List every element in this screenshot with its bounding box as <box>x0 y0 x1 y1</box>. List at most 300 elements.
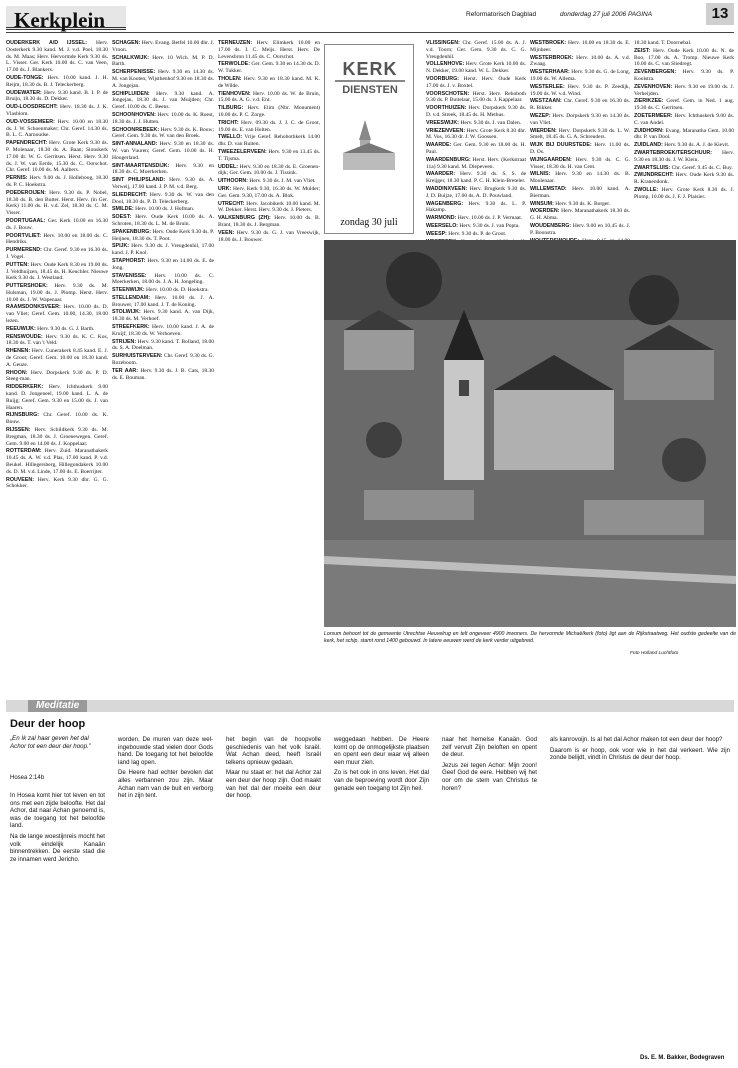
listing-services: Herst. Herv. Oude Kerk 17.00 ds. J. v. Boxtel. <box>426 75 526 89</box>
listing-entry <box>218 149 320 163</box>
header-rule <box>6 32 734 33</box>
meditatie-column-1 <box>10 792 105 866</box>
listing-entry <box>112 273 214 287</box>
listing-entry <box>6 370 108 384</box>
listing-entry <box>634 150 734 164</box>
meditatie-column-5 <box>442 736 537 795</box>
listing-services: Herv. 9.30 ds. K. Bouw; Geref. Gem. 9.30 ds. W. van den Broek. <box>112 126 215 140</box>
listing-place: ZEIST: <box>634 47 651 54</box>
listing-entry <box>530 208 630 222</box>
listing-entry <box>112 353 214 367</box>
listing-entry <box>634 142 734 149</box>
listing-place: WOUDENBERG: <box>530 222 572 229</box>
listing-entry <box>112 368 214 382</box>
listing-entry <box>218 201 320 215</box>
listing-column-3 <box>218 40 320 692</box>
listing-services: Herst. Herv. Rehoboth 9.30 ds. P. Buitelaar, 15.00 ds. J. Kappelaar. <box>426 90 526 104</box>
aerial-photo-illustration <box>324 240 736 627</box>
listing-services: Herv. 9.30 ds. J. van Popta. <box>459 222 520 229</box>
listing-entry <box>634 128 734 142</box>
listing-place: SINT-ANNALAND: <box>112 141 158 148</box>
meditatie-title: Deur der hoop <box>10 718 86 730</box>
listing-services: Herv. Dorpskerk 9.30 ds. D. v.d. Streek, 18.45 ds. H. Methus. <box>426 105 526 118</box>
listing-place: PUTTERSHOEK: <box>6 283 48 290</box>
listing-place: VRIEZENVEEN: <box>426 127 466 134</box>
meditatie-paragraph: Na de lange woestijnreis mocht het volk eindelijk Kanaän binnentrekken. De eerste stad die ze innamen werd Jericho. <box>10 832 105 863</box>
listing-services: Herv. 9.30 ds. P. de Groot. <box>448 230 507 237</box>
listing-place: REEUWIJK: <box>6 325 36 332</box>
listing-entry <box>530 55 630 69</box>
listing-entry <box>426 186 526 200</box>
listing-place: WAARDENBURG: <box>426 156 471 163</box>
listing-services: Herv. 9.30 en 13.45 ds. T. Tijsma. <box>218 148 320 162</box>
listing-services: Herv. 10.00 ds. D. van Vliet; Geref. Gem. 10.00, 14.30, 18.00 lezen. <box>6 304 108 325</box>
listing-place: TIENHOVEN: <box>218 90 251 97</box>
listing-services: Herv. Grote Kerk 8.30 dhr. M. Vos, 16.30 dr. J. W. Goossen. <box>426 127 527 141</box>
listing-services: Herv. 10.00 en 18.30 ds. J. W. Schoenmaker; Chr. Geref. 14.30 ds. B. L. C. Aarnoudse. <box>6 118 108 139</box>
listing-place: TWELLO: <box>218 134 243 141</box>
listing-entry <box>6 326 108 333</box>
listing-place: WAARDER: <box>426 171 456 178</box>
listing-services: Herv. 9.30 ds. P. Zeedijk, 19.00 ds. W. v.d. Wind. <box>530 83 631 97</box>
listing-entry <box>426 105 526 119</box>
listing-entry <box>426 157 526 171</box>
listing-entry <box>218 40 320 60</box>
listing-place: STEENWIJK: <box>112 287 145 294</box>
listing-place: TWEEZELERVEEN: <box>218 148 267 155</box>
listing-entry <box>112 243 214 257</box>
listing-services: Herv. 9.30 ds. S. S. de Kreijger, 18.30 kand. P. C. H. Klein-Breteler. <box>426 171 527 185</box>
listing-entry <box>6 218 108 232</box>
listing-place: TILBURG: <box>218 105 244 112</box>
listing-services: Herv. Oude Kerk 10.00 ds. A. Schroten, 18.30 ds. L. M. de Bruin. <box>112 214 214 227</box>
listing-entry <box>634 40 734 47</box>
listing-place: SCHIPLUIDEN: <box>112 90 150 97</box>
listing-services: Herv. Ichthuskerk 9.00 ds. C. van Andel. <box>634 112 734 126</box>
listing-entry <box>426 76 526 90</box>
listing-entry <box>426 61 526 75</box>
listing-entry <box>634 84 734 98</box>
meditatie-paragraph: Zo is het ook in ons leven. Het dal van de beproeving wordt door Zijn genade een toegang tot Zijn heil. <box>334 769 429 792</box>
listing-place: ZWOLLE: <box>634 186 659 193</box>
listing-place: STAVENISSE: <box>112 272 147 279</box>
listing-services: Herv. 10.00 ds. W. de Bruin, 15.00 ds. A. G. v.d. Ent. <box>218 90 321 104</box>
listing-services: Herv. 9.30 ds. A. Verweij, 17.00 kand. J. P. M. v.d. Berg. <box>112 177 214 190</box>
listing-entry <box>426 40 526 60</box>
listing-entry <box>218 76 320 90</box>
page-number: 13 <box>706 3 734 25</box>
listing-entry <box>112 258 214 272</box>
listing-services: Herv. 9.00 ds. J. Holleboog, 18.30 ds. P. C. Hoekstra. <box>6 175 109 188</box>
listing-place: SPAKENBURG: <box>112 228 152 235</box>
listing-entry <box>634 48 734 68</box>
listing-entry <box>6 304 108 324</box>
listing-services: Evang. Maranatha Gem. 10.00 dhr. P. van Dool. <box>634 127 735 141</box>
listing-place: OUDERKERK A/D IJSSEL: <box>6 40 88 46</box>
listing-place: RIJSSEN: <box>6 427 31 434</box>
listing-entry <box>426 120 526 127</box>
listing-place: VOLLENHOVE: <box>426 61 465 68</box>
listing-entry <box>6 40 108 74</box>
listing-place: OUD-LOOSDRECHT: <box>6 104 58 111</box>
listing-entry <box>6 140 108 174</box>
listing-services: Herv. 9.30 kand. B. I. P. de Bruijn, 18.30 ds. D. Dekker. <box>6 89 108 103</box>
listing-place: WILNIS: <box>530 171 551 178</box>
listing-entry <box>6 233 108 247</box>
kerkdiensten-header <box>324 44 414 234</box>
listing-place: SPIJK: <box>112 243 130 250</box>
meditatie-paragraph: In Hosea komt hier tot leven en tot ons met een zijde beloofte. Het dal Achor, dat naar Achan genoemd is, was de toegang tot het beloofde land. <box>10 792 105 830</box>
listing-services: Herv. Oude Kerk 9.30 ds. P. Heijnen, 18.30 ds. T. Poot. <box>112 228 214 242</box>
listing-entry <box>6 262 108 282</box>
listing-entry <box>112 287 214 294</box>
listing-services: Herv. 9.30 kand. A. van Dijk, 18.30 ds. M. Verhoef. <box>112 309 215 323</box>
listing-place: WEZEP: <box>530 112 551 119</box>
meditatie-paragraph: worden. De muren van deze wel-ingebouwde stad vielen door Gods hand. De toegang tot het beloofde land lag open. <box>118 736 213 766</box>
listing-entry <box>6 477 108 491</box>
listing-entry <box>426 201 526 215</box>
listing-services: Herv. Dorpskerk 9.30 en 14.30 ds. van Vliet. <box>530 112 631 126</box>
listing-place: ROTTERDAM: <box>6 448 42 455</box>
listing-entry <box>530 142 630 156</box>
listing-place: SURHUISTERVEEN: <box>112 353 163 360</box>
listing-entry <box>634 172 734 186</box>
listing-entry <box>634 165 734 172</box>
listing-place: OUD-VOSSEMEER: <box>6 118 55 125</box>
listing-services: Herv. Brugkerk 9.30 ds. J. D. Buijze, 17.00 ds. A. D. Pouwland. <box>426 185 526 199</box>
listing-services: Herv. 9.30 ds. L. P. Hakamp. <box>426 200 526 214</box>
listing-place: STELLENDAM: <box>112 294 150 301</box>
listing-place: VOORSCHOTEN: <box>426 90 470 97</box>
listing-entry <box>530 40 630 54</box>
photo-caption: Lorsum behoort tot de gemeente Utrechtse Heuvelrug en telt ongeveer 4900 inwoners. De hervormde Michaëlkerk (foto) ligt aan de Rijkstraatweg. Het oudste gedeelte van de kerk, het schip, stamt rond 1400 gebouwd. In latere eeuwen werd de kerk verder uitgebreid. <box>324 631 736 644</box>
listing-entry <box>218 215 320 229</box>
listing-entry <box>426 128 526 142</box>
listing-place: STRIJEN: <box>112 338 137 345</box>
church-aerial-photo <box>324 240 736 627</box>
listing-entry <box>634 69 734 83</box>
listing-services: Herv. 9.00 en 10.45 ds. J. P. Boonstra. <box>530 222 631 236</box>
listing-services: Herv. 9.30 en 14.30 ds. B. Moolenaar. <box>530 171 631 185</box>
listing-services: Herv. 10.00 ds. C. Moerkerken, 18.00 ds. J. A. H. Jongeling. <box>112 272 214 286</box>
listing-services: Herv. Zuid. Maranathakerk 10.45 ds. A. W. v.d. Plas, 17.00 kand. P. v.d. Beukel. Hillegersberg, Hillegondakerk 10.00 ds. D. M. v.d. Linde, 17.00 ds. E. Boerrijter. <box>6 448 108 475</box>
listing-services: Herv. 10.00 ds. J. Hofman. <box>135 206 195 213</box>
listing-services: Herv. 9.30 ds. A. J. de Kievit. <box>664 142 730 149</box>
section-title-bar <box>6 6 126 30</box>
listing-services: Herv. 9.30 ds. J. M. van Vliet. <box>249 178 316 185</box>
listing-services: Herv. Oude Kerk 10.00 ds. N. de Boo, 17.00 ds. A. Tromp. Nieuwe Kerk 10.00 ds. C. van Sliedregt. <box>634 47 735 68</box>
listing-services: Herv. Schildkerk 9.30 ds. M. Bregman, 18.30 ds. J. Groenewegen. Geref. Gem. 9.00 en 14.00 ds. J. Koppelaar. <box>6 427 109 447</box>
listing-entry <box>6 119 108 139</box>
listing-place: WAGENBERG: <box>426 200 464 207</box>
listing-services: Herv. 9.30 ds. G. J. van Vreeswijk, 18.00 ds. J. Bouwer. <box>218 229 321 243</box>
listing-entry <box>530 186 630 200</box>
listing-entry <box>112 177 214 191</box>
listing-place: THOLEN: <box>218 75 242 82</box>
listing-place: ZIERIKZEE: <box>634 98 664 105</box>
listing-place: STAPHORST: <box>112 257 146 264</box>
listing-services: Herv. 9.30 en 18.30 ds. W. van Vuuren; Geref. Gem. 10.00 ds. H. Hoogerland. <box>112 141 214 161</box>
listing-place: WESTERHAAR: <box>530 69 570 76</box>
listing-services: Herv. 09.30 ds. J. J. C. de Groot, 19.00 ds. E. van Holten. <box>218 119 321 133</box>
listing-place: WEERSELO: <box>426 222 459 229</box>
listing-place: UTRECHT: <box>218 200 245 207</box>
listing-place: WADDINXVEEN: <box>426 185 468 192</box>
listing-place: UITHOORN: <box>218 178 249 185</box>
listing-services: Herv. 9.30 ds. C. G. Visser, 18.30 ds. H. van Cent. <box>530 156 630 170</box>
meditatie-paragraph: De Heere had echter bevolen dat alles verbannen zou zijn. Maar Achan nam van de buit en verborg het in zijn tent. <box>118 769 213 800</box>
listing-place: UDDEL: <box>218 163 239 170</box>
listing-entry <box>218 61 320 75</box>
listing-services: Herv. Oude Kerk 9.30 ds. R. Kranendonk. <box>634 172 734 186</box>
listing-place: SOEST: <box>112 214 132 221</box>
listing-services: Herv. 9.30 ds. J. van Dalen. <box>460 119 522 126</box>
listing-place: SCHERPENISSE: <box>112 69 156 76</box>
listing-place: WAARDE: <box>426 142 452 149</box>
listing-entry <box>112 40 214 54</box>
listing-entry <box>112 206 214 213</box>
meditatie-column-4 <box>334 736 429 795</box>
listing-services: Herv. Elimkerk 10.00 en 17.00 ds. J. C. Meijs. Herst. Herv. De Levensbron 11.45 ds. C. Oorschot. <box>218 40 320 60</box>
listing-services: Herv. 9.30 en 18.30 ds. C. Moerkerken. <box>112 162 214 176</box>
section-title: Kerkplein <box>14 8 106 32</box>
listing-entry <box>6 348 108 368</box>
listing-services: Herv. 11.00 ds. D. Os. <box>530 142 631 155</box>
listing-place: RIDDERKERK: <box>6 384 44 391</box>
listing-services: Chr. Geref. 9.30 ds. G. Rozeboom. <box>112 353 215 367</box>
listing-services: Herv. 9.30 en 18.30 ds. E. Groenen-dijk; Ger. Gem. 10.00 ds. J. Tissink. <box>218 163 320 177</box>
listing-entry <box>6 283 108 303</box>
listing-place: WOERDEN: <box>530 208 560 215</box>
listing-services: Herv. Dorpskerk 9.30 ds. P. D. Steeg-man. <box>6 369 108 383</box>
listing-place: VOORBURG: <box>426 75 459 82</box>
listing-place: STOLWIJK: <box>112 309 141 316</box>
meditatie-paragraph: het begin van de hoopvolle geschiedenis van het volk Israël. Wat Achan deed, heeft Israël telkens opnieuw gedaan. <box>226 736 321 766</box>
meditatie-column-2 <box>118 736 213 803</box>
listing-place: ZEVENBERGEN: <box>634 69 677 76</box>
listing-services: Herv. 9.30 ds. K. Borger. <box>555 200 611 207</box>
listing-entry <box>218 120 320 134</box>
listing-entry <box>6 190 108 217</box>
listing-place: OUDE-TONGE: <box>6 74 44 81</box>
listing-place: PUTTEN: <box>6 261 29 268</box>
listing-entry <box>530 223 630 237</box>
listing-services: Herv. Evang. Betfel 10.00 dhr. J. Vroon. <box>112 40 215 53</box>
listing-services: Herv. Grote Kerk 10.00 ds. N. Dekker, 19.00 kand. W. L. Dekker. <box>426 61 527 75</box>
listing-entry <box>112 324 214 338</box>
listing-place: ZWARTSLUIS: <box>634 164 671 171</box>
listing-place: WESTBROEK: <box>530 40 567 46</box>
listing-entry <box>112 309 214 323</box>
listing-place: SCHOONREBEEK: <box>112 126 160 133</box>
listing-entry <box>426 231 526 238</box>
listing-entry <box>530 98 630 112</box>
listing-entry <box>6 90 108 104</box>
listing-services: Herv. Ichthuskerk 9.00 kand. D. Jongeneel, 19.00 kand. L. A. de Ruijg; Geref. Gem. 9.30 en 15.00 ds. J. van Haaren. <box>6 384 108 411</box>
listing-place: SMILDE: <box>112 206 134 213</box>
listing-place: RIJNSBURG: <box>6 412 39 419</box>
listing-place: RHENEN: <box>6 348 31 355</box>
listing-place: ZUIDHORN: <box>634 127 664 134</box>
listing-entry <box>218 186 320 200</box>
listing-entry <box>530 84 630 98</box>
listing-place: VREESWIJK: <box>426 119 459 126</box>
listing-services: Herv. 9.30 en 18.30 ds. J. W. Klein. <box>634 149 734 163</box>
listing-services: Chr. Geref. 9.45 ds. C. Buy. <box>671 164 733 171</box>
listing-entry <box>112 295 214 309</box>
listing-entry <box>112 127 214 141</box>
listing-place: URK: <box>218 185 232 192</box>
listing-services: Chr. Geref. 15.00 ds. A. J. v.d. Toorn; Ger. Gem. 9.30 ds. C. G. Vreugdenhil. <box>426 40 526 60</box>
listing-services: Herv. Grote Kerk 9.30 ds. P. Molenaar, 18.30 ds. A. Baan; Sionskerk 17.00 dr. W. G. Gerritsen. Herst. Herv. 9.30 ds. J. W. van Eerde, 15.30 ds. C. Oorschot. Chr. Geref. 10.00 ds. M. Aalbers. <box>6 140 109 174</box>
listing-entry <box>6 75 108 89</box>
service-date: zondag 30 juli <box>340 217 398 228</box>
listing-place: WIERDEN: <box>530 127 557 134</box>
listing-services: Vrije Geref. Rehobothkerk 14.00 dhr. D. van Ruiten. <box>218 134 320 148</box>
issue-date: donderdag 27 juli 2006 PAGINA <box>560 11 653 18</box>
listing-services: Herv. 10.00 kand. J. A. de Kruijf, 18.30 ds. W. Verhoeven. <box>112 324 214 337</box>
kerkdiensten-logo <box>335 59 405 96</box>
listing-entry <box>112 214 214 228</box>
listing-entry <box>112 55 214 69</box>
listing-place: TERWOLDE: <box>218 61 250 68</box>
listing-place: ROUVEEN: <box>6 476 34 483</box>
listing-services: Herv. 10.00 kand. J. H. Reijm, 18.30 ds. B. J. Teleckerberg. <box>6 74 108 88</box>
listing-column-2 <box>112 40 214 692</box>
listing-services: Chr. Geref. 9.30 en 16.30 ds. J. Vogel. <box>6 247 109 260</box>
listing-services: Herv. 10.00 ds. A. v.d. Zwaag. <box>530 54 631 68</box>
listing-services: Herv. 9.30 en 18.30 kand. M. K. de Wilde. <box>218 75 321 89</box>
listing-place: STREEFKERK: <box>112 324 150 331</box>
listing-services: Herv. 10.00 ds. J. P. Vermaat. <box>457 215 523 222</box>
listing-place: WARMOND: <box>426 215 457 222</box>
listing-place: RHOON: <box>6 369 28 376</box>
listing-place: OUDEWATER: <box>6 89 42 96</box>
listing-services: Herv. 9.30 en 14.30 ds. M. van Kooten; Wijsthenhof 9.30 en 18.30 ds. A. Jongejan. <box>112 69 214 89</box>
listing-column-6 <box>634 40 734 236</box>
listing-place: SCHAGEN: <box>112 40 141 46</box>
listing-services: Ger. Gem. 9.30 en 14.30 ds. D. W. Tukker. <box>218 61 321 75</box>
listing-entry <box>112 229 214 243</box>
listing-place: ZEVENHOVEN: <box>634 83 673 90</box>
listing-entry <box>218 105 320 119</box>
meditatie-author: Ds. E. M. Bakker, Bodegraven <box>640 1055 725 1061</box>
listing-place: ZOETERMEER: <box>634 112 673 119</box>
listing-services: Herv. 10.00 en 18.00 ds. C. Hendriks. <box>6 232 109 246</box>
listing-place: WIJK BIJ DUURSTEDE: <box>530 142 592 149</box>
listing-services: Herv. 9.30 kand. A. Jongejan, 18.30 ds. J. van Muijden; Chr. Geref. 10.00 ds. C. Beens. <box>112 90 215 111</box>
listing-place: ZWARTEBROEK/TERSCHUUR: <box>634 149 712 156</box>
listing-place: VALKENBURG (ZH): <box>218 215 271 222</box>
listing-services: Herv. Oude Kerk 8.30 en 19.00 ds. J. Veldhuijzen, 18.45 ds. H. Keuchler. Nieuwe Kerk 9.30 ds. J. Westland. <box>6 261 108 282</box>
listing-entry <box>426 142 526 156</box>
listing-place: WESTERBROEK: <box>530 54 574 61</box>
listing-services: Ger. Kerk 10.00 en 16.30 ds. J. Bouw. <box>6 217 108 231</box>
listing-services: Herv. 10.00 ds. D. Hoekstra. <box>146 287 209 294</box>
listing-place: SCHOONHOVEN: <box>112 111 156 118</box>
listing-entry <box>530 69 630 83</box>
meditatie-paragraph: weggedaan hebben. De Heere komt op de onmogelijkste plaatsen en opent een deur waar wij alleen een muur zien. <box>334 736 429 766</box>
listing-services: Herv. 10.00 en 18.30 ds. E. Mijnheer. <box>530 40 630 53</box>
listing-services: Herv. 9.30 ds. M. Hulsman, 19.00 ds. J. Plomp. Herst. Herv. 10.00 ds. J. W. Wapenaar. <box>6 283 109 303</box>
listing-place: WESTZAAN: <box>530 98 562 105</box>
meditatie-paragraph: Daarom is er hoop, ook voor wie in het dal verkeert. Wie zijn zonde belijdt, vindt in Christus de deur der hoop. <box>550 746 730 762</box>
listing-place: PERNIS: <box>6 175 28 182</box>
listing-entry <box>218 178 320 185</box>
listing-services: Herv. Dorpskerk 9.30 ds. L. W. Smelt, 18.45 ds. G. A. Schreuders. <box>530 127 630 141</box>
listing-services: Herv. 9.30 ds. P. Nobel, 18.30 ds. B. den Butter. Herst. Herv. (in Ger. Kerk) 11.00 ds. H. v.d. Zel, 18.30 ds. C. M. Visser. <box>6 189 109 217</box>
listing-entry <box>218 134 320 148</box>
listing-place: WIJNGAARDEN: <box>530 156 572 163</box>
listing-entry <box>530 201 630 208</box>
church-sketch-icon <box>325 115 413 185</box>
listing-services: Herv. Oosterkerk 9.30 kand. M. J. v.d. Poel, 18.30 ds. M. Maas; Herv. Hervormde Kerk 9.30 ds. L. Visser. Ger. Kerk 10.00 ds. C. van Veen, 17.00 ds. J. Blankers. <box>6 40 108 74</box>
listing-services: Herv. 9.30 ds. G. de Long, 19.00 ds. W. Allema. <box>530 69 631 82</box>
listing-place: PURMEREND: <box>6 247 42 254</box>
listing-services: Herv. 10.00 kand. A. Bierman. <box>530 185 630 199</box>
listing-entry <box>112 69 214 89</box>
listing-entry <box>426 223 526 230</box>
listing-place: PAPENDRECHT: <box>6 140 48 147</box>
listing-entry <box>6 384 108 411</box>
listing-services: Herv. 10.00 ds. B. Brant, 18.30 ds. J. Bergman. <box>218 215 320 228</box>
listing-entry <box>530 128 630 142</box>
listing-services: Herst. Herv. (Kerkstraat 11a) 9.30 kand. M. Diepeveen. <box>426 156 527 170</box>
meditatie-column-3 <box>226 736 321 803</box>
listing-place: RENSWOUDE: <box>6 333 43 340</box>
listing-entry <box>530 157 630 171</box>
listing-entry <box>426 215 526 222</box>
listing-entry <box>634 98 734 112</box>
listing-place: WILLEMSTAD: <box>530 185 567 192</box>
listing-services: Herv. 9.30 ds. J. Vreugdenhil, 17.00 kand. J. P. Knol. <box>112 243 215 257</box>
listing-entry <box>6 247 108 261</box>
listing-services: Ger. Gem. 9.30 en 18.00 ds. H. Paul. <box>426 142 527 155</box>
listing-entry <box>634 113 734 127</box>
listing-entry <box>530 171 630 185</box>
logo-word-diensten: DIENSTEN <box>342 84 398 96</box>
listing-place: SINT-MAARTENSDIJK: <box>112 162 170 169</box>
listing-entry <box>112 192 214 206</box>
listing-entry <box>6 448 108 475</box>
listing-entry <box>426 91 526 105</box>
listing-entry <box>112 91 214 111</box>
listing-column-5 <box>530 40 630 236</box>
meditatie-paragraph: Maar nu staat er: het dal Achor zal een deur der hoop zijn. God maakt van het dal der moeite een deur der hoop. <box>226 769 321 800</box>
listing-services: Herv. 9.30 ds. G. J. Barth. <box>37 325 95 332</box>
listing-place: VEEN: <box>218 229 235 236</box>
listing-services: Geref. Gem. in Ned. 1 aug. 19.30 ds. C. Gerritsen. <box>634 98 734 112</box>
meditatie-bible-reference: Hosea 2:14b <box>10 775 45 781</box>
listing-services: Herv. 18.30 ds. J. K. Vlasblom. <box>6 104 109 117</box>
listing-place: SINT PHILIPSLAND: <box>112 177 166 184</box>
listing-entry <box>6 175 108 189</box>
listing-entry <box>112 141 214 161</box>
listing-column-1 <box>6 40 108 692</box>
listing-services: Herv. Elim (Nbr. Monument) 10.00 ds. P. C. Zorge. <box>218 105 320 118</box>
listing-services: Herv. 10.00 ds. K. Roest, 18.30 ds. J. J. Hutten. <box>112 111 215 125</box>
listing-place: WEESP: <box>426 230 447 237</box>
listing-services: Herv. Cunerakerk 8.45 kand. E. J. de Groot; Geref. Gem. 10.00 en 18.30 kand. A. Geuze. <box>6 348 109 368</box>
listing-place: SCHALKWIJK: <box>112 54 150 61</box>
listing-services: 18.30 kand. T. Doornebal. <box>634 40 692 46</box>
listing-place: RAAMSDONKSVEER: <box>6 304 61 311</box>
meditatie-label: Meditatie <box>28 700 87 712</box>
listing-services: Herv. Grote Kerk 8.30 ds. J. Plomp, 10.00 ds. J. F. J. Plaisier. <box>634 186 735 200</box>
photo-credit: Foto Holland Luchtfoto <box>630 651 679 656</box>
listing-services: Chr. Geref. 10.00 ds. K. Bouw. <box>6 412 109 426</box>
listing-services: Herv. Maranathakerk 18.30 ds. G. H. Abma. <box>530 208 630 222</box>
